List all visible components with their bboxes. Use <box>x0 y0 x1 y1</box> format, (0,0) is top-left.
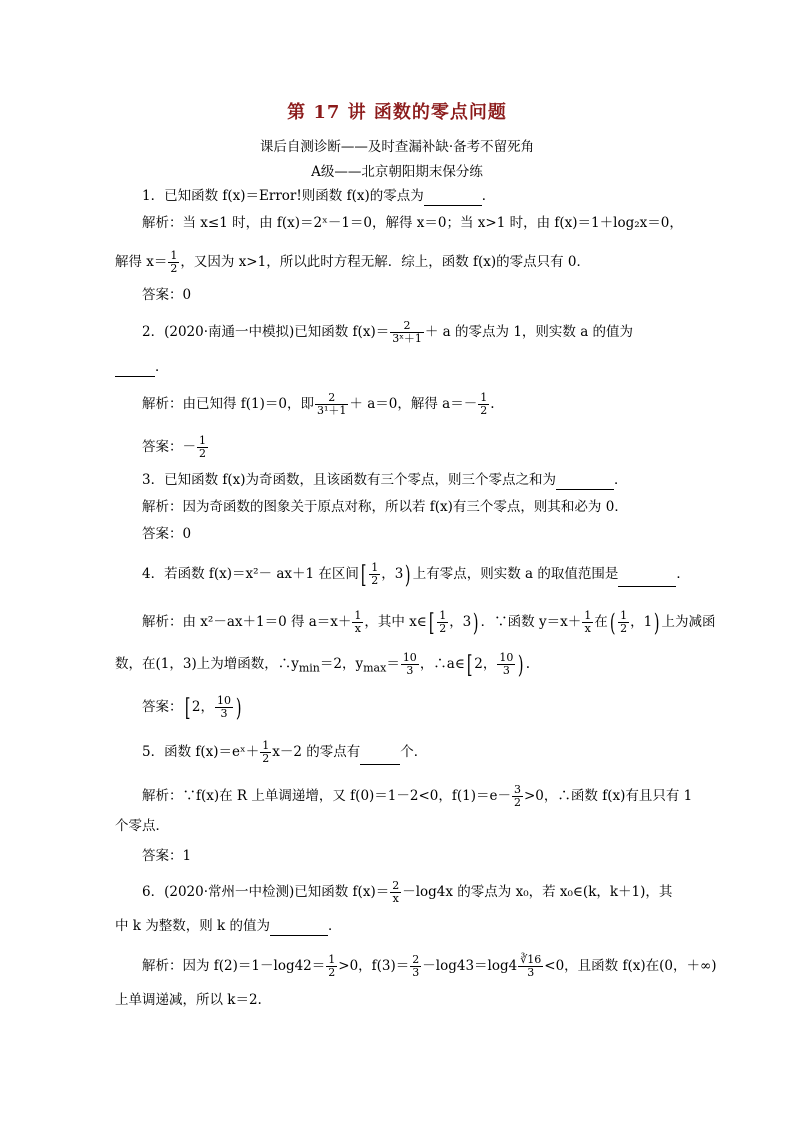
answer-blank <box>424 189 482 206</box>
q5-solution-line2: 个零点． <box>115 818 169 834</box>
subtitle-practice: 课后自测诊断——及时查漏补缺·备考不留死角 <box>259 139 535 155</box>
q6-solution-line1: 解析：因为 f(2)＝1－log42＝ $\frac{1}{2}$ >0，f(3)＝ $\frac{2}{3}$ －log43＝log4 $\frac{∛16}{3}$ <0，且函数 f(x)在(0，＋∞) <box>142 953 717 979</box>
fraction: $\frac{1}{x}$ <box>584 609 592 635</box>
q4-solution-line2: 数，在(1，3)上为增函数，$\therefore y_{min}=2$，$y_{max}=$ $\frac{10}{3}$ ，∴a∈[ 2， $\frac{10}{3}$ ) . <box>115 650 530 679</box>
fraction: $\frac{10}{3}$ <box>402 651 417 677</box>
fraction: $\frac{∛16}{3}$ <box>520 953 542 979</box>
answer-blank <box>556 473 614 490</box>
fraction: $\frac{1}{2}$ <box>199 434 206 460</box>
q3-stem: 3．已知函数 f(x)为奇函数，且该函数有三个零点，则三个零点之和为 ． <box>142 472 628 488</box>
q3-answer: 答案：0 <box>142 526 192 542</box>
fraction: $\frac{1}{2}$ <box>480 391 488 417</box>
q5-stem: 5．函数 f(x)＝eˣ＋ $\frac{1}{2}$ x－2 的零点有 个． <box>142 739 428 765</box>
q5-answer: 答案：1 <box>142 848 192 864</box>
fraction: $\frac{10}{3}$ <box>499 651 514 677</box>
q1-stem: 1．已知函数 f(x)＝Error!则函数 f(x)的零点为 ． <box>142 188 496 204</box>
subtitle-level: A级——北京朝阳期末保分练 <box>311 164 483 180</box>
fraction: $\frac{1}{2}$ <box>439 609 447 635</box>
q1-solution-line1: 解析：当 x≤1 时，由 f(x)＝2ˣ－1＝0，解得 x＝0；当 x>1 时，由 f(x)＝1＋log₂x＝0， <box>142 215 683 231</box>
q2-solution: 解析：由已知得 f(1)＝0，即 $\frac{2}{\text{3¹＋1}}$ ＋ a＝0，解得 a＝－ $\frac{1}{2}$ . <box>142 391 495 417</box>
q4-answer: 答案：[ 2， $\frac{10}{3}$ ) <box>142 693 242 722</box>
answer-blank <box>270 919 328 936</box>
q3-solution: 解析：因为奇函数的图象关于原点对称，所以若 f(x)有三个零点，则其和必为 0． <box>142 499 628 515</box>
fraction: $\frac{1}{2}$ <box>620 609 628 635</box>
answer-blank <box>115 360 155 377</box>
fraction: $\frac{2}{\text{3ˣ＋1}}$ <box>392 319 422 345</box>
q6-solution-line2: 上单调递减，所以 k＝2. <box>115 992 262 1008</box>
q1-answer: 答案：0 <box>142 287 192 303</box>
fraction: $\frac{1}{2}$ <box>170 249 178 275</box>
answer-blank <box>360 748 400 765</box>
q6-stem: 6．(2020·常州一中检测)已知函数 f(x)＝ $\frac{2}{x}$ －log4x 的零点为 x₀，若 x₀∈(k，k＋1)，其 <box>142 879 673 905</box>
q2-stem: 2．(2020·南通一中模拟)已知函数 f(x)＝ $\frac{2}{\text{3ˣ＋1}}$ ＋ a 的零点为 1，则实数 a 的值为 <box>142 319 634 345</box>
fraction: $\frac{3}{2}$ <box>514 783 521 809</box>
fraction: $\frac{10}{3}$ <box>216 694 231 720</box>
q1-solution-line2: 解得 x＝ $\frac{1}{2}$ ，又因为 x>1，所以此时方程无解．综上，函数 f(x)的零点只有 0． <box>115 249 591 275</box>
fraction: $\frac{2}{3}$ <box>412 953 420 979</box>
q6-stem-line2: 中 k 为整数，则 k 的值为 ． <box>115 918 342 934</box>
q2-stem-line2: ． <box>115 357 169 377</box>
q5-solution-line1: 解析：∵f(x)在 R 上单调递增，又 f(0)＝1－2<0，f(1)＝e－ $\frac{3}{2}$ >0，∴函数 f(x)有且只有 1 <box>142 783 693 809</box>
fraction: $\frac{1}{2}$ <box>328 953 336 979</box>
fraction: $\frac{1}{2}$ <box>371 561 379 587</box>
page-title: 第 17 讲 函数的零点问题 <box>287 102 507 123</box>
q4-stem: 4．若函数 f(x)＝x²－ ax＋1 在区间[ $\frac{1}{2}$ ，3) 上有零点，则实数 a 的取值范围是 ． <box>142 560 690 589</box>
q2-answer: 答案：－ $\frac{1}{2}$ <box>142 434 206 460</box>
q4-solution-line1: 解析：由 x²－ax＋1＝0 得 a＝x＋ $\frac{1}{x}$ ，其中 x∈[ $\frac{1}{2}$ ，3) ．∵函数 y＝x＋ $\frac{1}{x}$ 在( $\frac{1}{2}$ ，1) 上为减函 <box>142 608 716 637</box>
answer-blank <box>618 570 676 587</box>
fraction: $\frac{1}{x}$ <box>354 609 362 635</box>
fraction: $\frac{1}{2}$ <box>262 739 270 765</box>
fraction: $\frac{2}{\text{3¹＋1}}$ <box>317 391 347 417</box>
fraction: $\frac{2}{x}$ <box>392 879 400 905</box>
